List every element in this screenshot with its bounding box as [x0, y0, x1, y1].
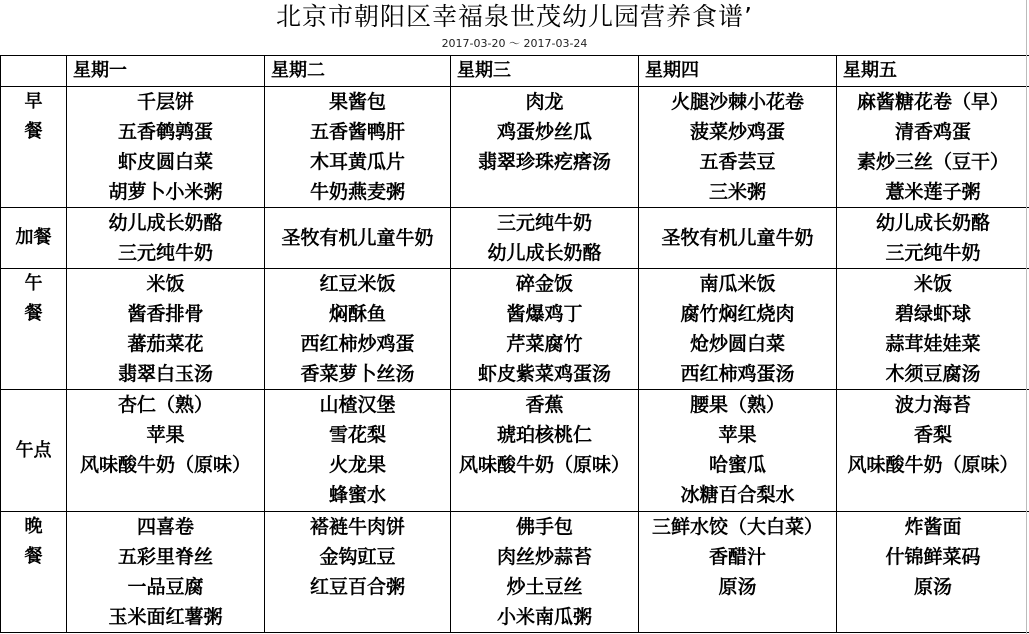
dish: 风味酸牛奶（原味） [847, 454, 1019, 476]
dish: 蜂蜜水 [328, 484, 386, 506]
dish: 西红柿炒鸡蛋 [300, 333, 415, 355]
dish: 胡萝卜小米粥 [108, 181, 223, 203]
dish: 蕃茄菜花 [127, 333, 204, 355]
snack-mon [67, 208, 265, 269]
dinner-fri [837, 512, 1029, 633]
afternoon-mon [67, 390, 265, 512]
snack-thu [639, 208, 837, 269]
dish: 玉米面红薯粥 [108, 606, 223, 628]
dish: 素炒三丝（豆干） [856, 151, 1009, 173]
dish: 风味酸牛奶（原味） [79, 454, 251, 476]
dish: 波力海苔 [894, 394, 971, 416]
dish: 肉龙 [525, 91, 564, 113]
dish: 山楂汉堡 [319, 394, 396, 416]
dish: 南瓜米饭 [699, 273, 776, 295]
dish: 炝炒圆白菜 [689, 333, 785, 355]
dish: 芹菜腐竹 [506, 333, 583, 355]
day-header-fri: 星期五 [837, 56, 1029, 87]
dish: 五香芸豆 [699, 151, 776, 173]
afternoon-label [1, 390, 67, 512]
afternoon-fri [837, 390, 1029, 512]
lunch-mon [67, 269, 265, 390]
snack-row [1, 208, 1029, 269]
day-header-wed: 星期三 [451, 56, 639, 87]
lunch-row [1, 269, 1029, 390]
dish: 木耳黄瓜片 [309, 151, 405, 173]
dish: 炸酱面 [904, 516, 962, 538]
breakfast-mon [67, 87, 265, 208]
sheet-edge-divider [1026, 0, 1027, 634]
dish: 翡翠白玉汤 [117, 363, 213, 385]
dish: 西红柿鸡蛋汤 [680, 363, 795, 385]
dish: 五彩里脊丝 [117, 546, 213, 568]
dish: 米饭 [913, 273, 952, 295]
dish: 虾皮圆白菜 [117, 151, 213, 173]
breakfast-wed [451, 87, 639, 208]
dish: 碎金饭 [515, 273, 573, 295]
afternoon-tue [265, 390, 451, 512]
snack-label-text: 加餐 [15, 227, 52, 248]
dish: 三鲜水饺（大白菜） [651, 516, 823, 538]
dish: 五香酱鸭肝 [309, 121, 405, 143]
snack-fri [837, 208, 1029, 269]
dish: 四喜卷 [136, 516, 194, 538]
dish: 香蕉 [525, 394, 564, 416]
dish: 酱爆鸡丁 [506, 303, 583, 325]
dish: 褡裢牛肉饼 [309, 516, 405, 538]
dish: 杏仁（熟） [117, 394, 213, 416]
dinner-wed [451, 512, 639, 633]
dish: 幼儿成长奶酪 [875, 212, 990, 234]
snack-label [1, 208, 67, 269]
breakfast-fri [837, 87, 1029, 208]
breakfast-thu [639, 87, 837, 208]
day-header-tue: 星期二 [265, 56, 451, 87]
lunch-label [1, 269, 67, 390]
dinner-label-line: 晚 [24, 516, 43, 537]
breakfast-label [1, 87, 67, 208]
dish: 风味酸牛奶（原味） [458, 454, 630, 476]
lunch-fri [837, 269, 1029, 390]
dish: 苹果 [718, 424, 757, 446]
dish: 三元纯牛奶 [117, 242, 213, 264]
dish: 碧绿虾球 [894, 303, 971, 325]
dinner-label [1, 512, 67, 633]
dinner-mon [67, 512, 265, 633]
dish: 一品豆腐 [127, 576, 204, 598]
dish: 幼儿成长奶酪 [487, 242, 602, 264]
lunch-tue [265, 269, 451, 390]
dish: 原汤 [718, 576, 757, 598]
dinner-thu [639, 512, 837, 633]
dish: 红豆米饭 [319, 273, 396, 295]
dish: 焖酥鱼 [328, 303, 386, 325]
dish: 三元纯牛奶 [885, 242, 981, 264]
afternoon-row [1, 390, 1029, 512]
dish: 虾皮紫菜鸡蛋汤 [477, 363, 611, 385]
date-range: 2017-03-20 ～ 2017-03-24 [441, 37, 588, 50]
dish: 幼儿成长奶酪 [108, 212, 223, 234]
dish: 三米粥 [708, 181, 766, 203]
afternoon-label-text: 午点 [15, 439, 52, 461]
breakfast-tue [265, 87, 451, 208]
snack-tue [265, 208, 451, 269]
dish: 蒜茸娃娃菜 [885, 333, 981, 355]
dish: 腰果（熟） [689, 394, 785, 416]
dish: 什锦鲜菜码 [885, 546, 981, 568]
dish: 酱香排骨 [127, 303, 204, 325]
dish: 苹果 [146, 424, 185, 446]
dish: 清香鸡蛋 [894, 121, 971, 143]
dish: 牛奶燕麦粥 [309, 181, 405, 203]
dish: 香醋汁 [708, 546, 766, 568]
header-row [1, 56, 1029, 87]
dish: 果酱包 [328, 91, 386, 113]
snack-wed [451, 208, 639, 269]
dish: 香菜萝卜丝汤 [300, 363, 415, 385]
lunch-thu [639, 269, 837, 390]
menu-table [0, 55, 1029, 633]
dish: 菠菜炒鸡蛋 [689, 121, 785, 143]
dish: 鸡蛋炒丝瓜 [496, 121, 592, 143]
dish: 琥珀核桃仁 [496, 424, 592, 446]
dish: 腐竹焖红烧肉 [680, 303, 795, 325]
day-header-mon: 星期一 [67, 56, 265, 87]
dinner-tue [265, 512, 451, 633]
dish: 火腿沙棘小花卷 [670, 91, 804, 113]
lunch-wed [451, 269, 639, 390]
dish: 红豆百合粥 [309, 576, 405, 598]
dish: 千层饼 [136, 91, 194, 113]
dish: 圣牧有机儿童牛奶 [661, 227, 814, 249]
breakfast-label-line: 早 [24, 91, 43, 112]
dish: 米饭 [146, 273, 185, 295]
dish: 雪花梨 [328, 424, 386, 446]
afternoon-thu [639, 390, 837, 512]
dish: 冰糖百合梨水 [680, 484, 795, 506]
dish: 薏米莲子粥 [885, 181, 981, 203]
breakfast-row [1, 87, 1029, 208]
dish: 原汤 [913, 576, 952, 598]
day-header-thu: 星期四 [639, 56, 837, 87]
dinner-row [1, 512, 1029, 633]
dinner-label-line: 餐 [24, 546, 43, 567]
dish: 小米南瓜粥 [496, 606, 592, 628]
dish: 圣牧有机儿童牛奶 [281, 227, 434, 249]
dish: 肉丝炒蒜苔 [496, 546, 592, 568]
dish: 三元纯牛奶 [496, 212, 592, 234]
dish: 香梨 [913, 424, 952, 446]
lunch-label-line: 午 [24, 273, 43, 294]
dish: 佛手包 [515, 516, 573, 538]
dish: 炒土豆丝 [506, 576, 583, 598]
dish: 麻酱糖花卷（早） [856, 91, 1009, 113]
lunch-label-line: 餐 [24, 303, 43, 324]
dish: 木须豆腐汤 [885, 363, 981, 385]
dish: 翡翠珍珠疙瘩汤 [477, 151, 611, 173]
breakfast-label-line: 餐 [24, 121, 43, 142]
dish: 哈蜜瓜 [708, 454, 766, 476]
afternoon-wed [451, 390, 639, 512]
dish: 金钩豇豆 [319, 546, 396, 568]
dish: 火龙果 [328, 454, 386, 476]
corner-cell [1, 56, 67, 87]
page-title: 北京市朝阳区幸福泉世茂幼儿园营养食谱’ [276, 2, 753, 31]
dish: 五香鹌鹑蛋 [117, 121, 213, 143]
